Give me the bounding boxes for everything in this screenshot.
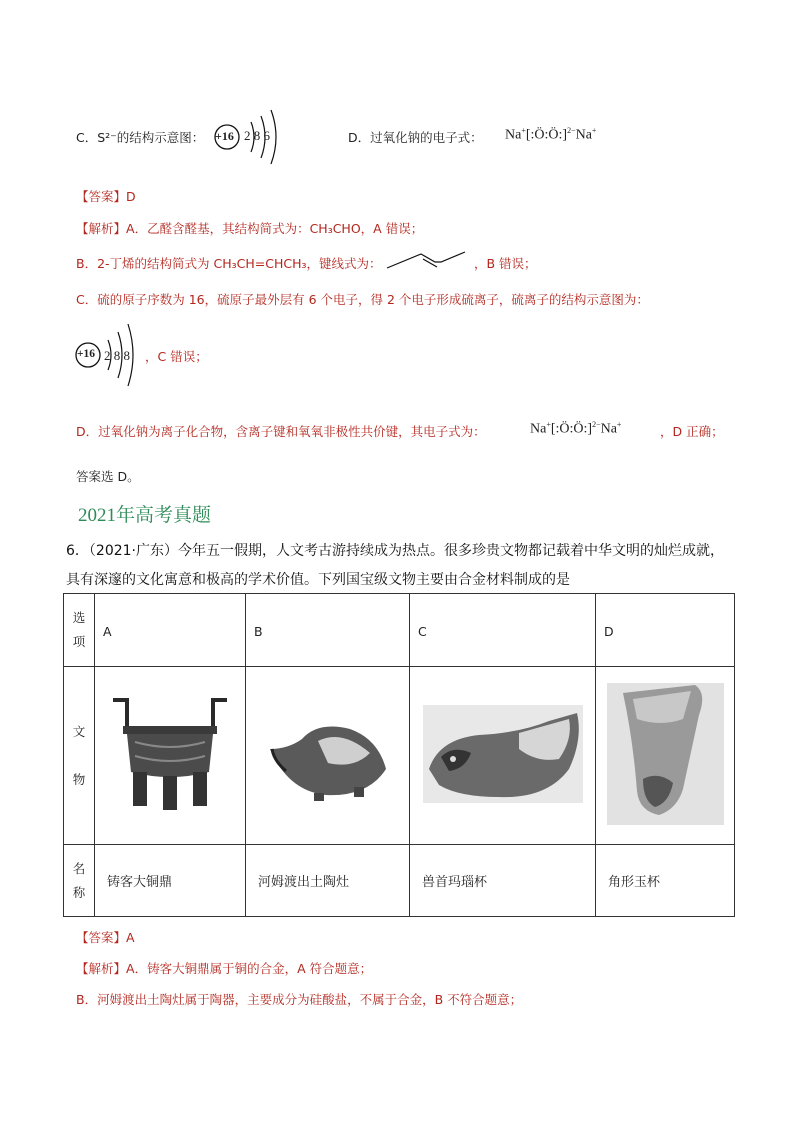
analysis-line-a: 【解析】A．乙醛含醛基，其结构简式为：CH₃CHO，A 错误； (76, 221, 424, 236)
analysis-line-c: C．硫的原子序数为 16，硫原子最外层有 6 个电子，得 2 个电子形成硫离子，硫离子的结构示意图为： (76, 292, 649, 307)
skeletal-formula (385, 250, 467, 276)
nucleus-charge: +16 (215, 129, 234, 143)
analysis-2-line-a: 【解析】A．铸客大铜鼎属于铜的合金，A 符合题意； (76, 961, 373, 976)
table-row (64, 845, 735, 917)
option-c-label: C．S²⁻的结构示意图： (76, 130, 205, 145)
table-row (64, 594, 735, 667)
option-a-cell: A (95, 594, 246, 667)
question-6-line-2: 具有深邃的文化寓意和极高的学术价值。下列国宝级文物主要由合金材料制成的是 (66, 572, 570, 588)
artifact-a-image (95, 667, 246, 845)
section-title: 2021年高考真题 (78, 505, 212, 526)
artifact-b-image (246, 667, 410, 845)
answer-label-2: 【答案】A (76, 930, 135, 945)
option-d-label: D．过氧化钠的电子式： (348, 130, 483, 145)
question-6-line-1: 6．（2021·广东）今年五一假期，人文考古游持续成为热点。很多珍贵文物都记载着中华文明的灿烂成就， (66, 543, 724, 559)
electron-shells: 2 8 6 (244, 128, 270, 143)
electron-shells-2: 2 8 8 (104, 348, 130, 363)
option-d-cell: D (596, 594, 735, 667)
answer-label: 【答案】D (76, 189, 136, 204)
artifact-table (63, 593, 735, 917)
row-label-name: 名 称 (64, 845, 95, 917)
analysis-line-d: D．过氧化钠为离子化合物，含离子键和氧氧非极性共价键，其电子式为： (76, 424, 486, 439)
artifact-b-name: 河姆渡出土陶灶 (246, 845, 410, 917)
nucleus-charge-2: +16 (77, 348, 96, 360)
row-label-options: 选 项 (64, 594, 95, 667)
artifact-a-name: 铸客大铜鼎 (95, 845, 246, 917)
option-c-cell: C (410, 594, 596, 667)
bronze-ding-icon (105, 694, 235, 814)
sodium-peroxide-formula-2: Na+[:Ö:Ö:]$^{2-}$Na+ (530, 420, 622, 437)
sodium-peroxide-formula: Na+[:Ö:Ö:]$^{2-}$Na+ (505, 126, 597, 143)
analysis-line-b-post: ，B 错误； (474, 256, 537, 271)
artifact-c-name: 兽首玛瑙杯 (410, 845, 596, 917)
analysis-line-b: B．2-丁烯的结构简式为 CH₃CH=CHCH₃，键线式为： (76, 256, 382, 271)
analysis-line-d-post: ，D 正确； (660, 424, 724, 439)
table-row (64, 667, 735, 845)
horn-jade-cup-icon (603, 679, 728, 829)
conclusion: 答案选 D。 (76, 469, 140, 484)
agate-cup-icon (419, 699, 587, 809)
artifact-d-name: 角形玉杯 (596, 845, 735, 917)
row-label-artifact: 文 物 (64, 667, 95, 845)
analysis-line-c-post: ，C 错误； (145, 349, 208, 364)
artifact-d-image (596, 667, 735, 845)
option-b-cell: B (246, 594, 410, 667)
artifact-c-image (410, 667, 596, 845)
pottery-stove-icon (258, 699, 398, 809)
analysis-2-line-b: B．河姆渡出土陶灶属于陶器，主要成分为硅酸盐，不属于合金，B 不符合题意； (76, 992, 523, 1007)
